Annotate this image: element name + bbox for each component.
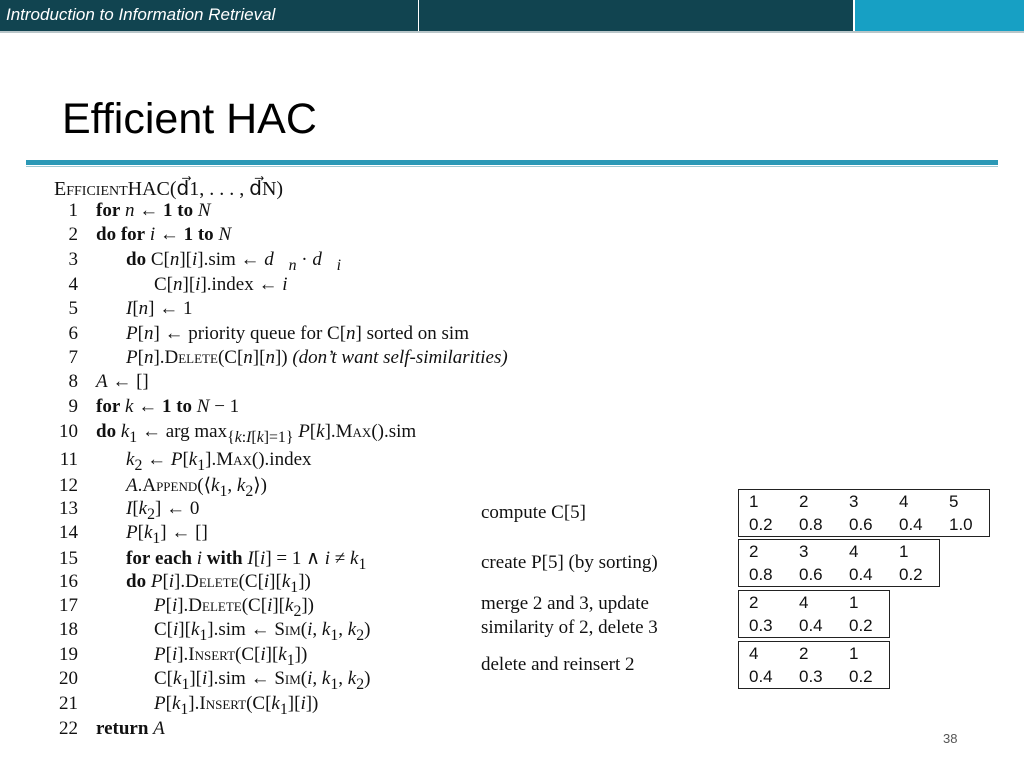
annotation-merge <box>481 592 658 640</box>
algorithm-line <box>54 421 416 445</box>
algorithm-line <box>54 693 318 717</box>
algorithm-line <box>54 619 370 643</box>
table-cell: 0.2 <box>899 565 923 584</box>
table-cell: 3 <box>849 492 859 511</box>
line-code: $P[i].Insert(C[i][k_1])$ <box>154 644 308 669</box>
line-number: 11 <box>59 449 78 470</box>
algorithm-line <box>54 371 149 395</box>
page-number: 38 <box>943 731 958 746</box>
line-number: 16 <box>59 571 78 592</box>
line-code: return A <box>96 718 165 739</box>
line-number: 18 <box>59 619 78 640</box>
table-cell: 0.4 <box>749 667 773 686</box>
table-row <box>739 642 890 666</box>
line-code: do $P[i].Delete(C[i][k_1])$ <box>126 571 311 596</box>
line-code: P[n] ← priority queue for C[n] sorted on sim <box>126 323 469 344</box>
algorithm-name-prefix: Efficient <box>54 178 128 200</box>
algorithm-name-suffix: HAC(d⃗1, . . . , d⃗N) <box>127 178 284 200</box>
header-segment-dark-2 <box>419 0 853 31</box>
line-code: for each i with I[i] = 1 ∧ $i \ne k_1$ <box>126 548 367 573</box>
table-cell: 0.6 <box>799 565 823 584</box>
line-number: 21 <box>59 693 78 714</box>
table-cell: 0.8 <box>799 515 823 534</box>
line-number: 5 <box>68 298 78 319</box>
line-code: for k ← 1 to N − 1 <box>96 396 240 417</box>
annotation-line: create P[5] (by sorting) <box>481 552 658 573</box>
table-row <box>739 540 940 564</box>
table-cell: 4 <box>799 593 809 612</box>
line-code: for n ← 1 to N <box>96 200 211 221</box>
annotation-line: delete and reinsert 2 <box>481 654 635 675</box>
header-bar <box>0 0 1024 33</box>
table-cell: 0.2 <box>849 667 873 686</box>
line-number: 14 <box>59 522 78 543</box>
table-row <box>739 490 990 514</box>
line-number: 12 <box>59 475 78 496</box>
priority-queue-table <box>738 489 990 537</box>
table-row <box>739 665 890 689</box>
table-row <box>739 563 940 587</box>
algorithm-line <box>54 200 211 224</box>
line-code: $k_2$ ← $P[k_1].Max().index$ <box>126 449 312 474</box>
table-cell: 1.0 <box>949 515 973 534</box>
table-cell: 5 <box>949 492 959 511</box>
line-number: 1 <box>68 200 78 221</box>
annotation-line: similarity of 2, delete 3 <box>481 617 658 638</box>
line-number: 6 <box>68 323 78 344</box>
table-row <box>739 591 890 615</box>
line-code: C[n][i].index ← i <box>154 274 288 295</box>
table-cell: 0.4 <box>849 565 873 584</box>
line-code: do $k_1$ ← arg $\max_{\{k:I[k]=1\}} P[k].Max().sim$ <box>96 421 417 446</box>
line-number: 19 <box>59 644 78 665</box>
algorithm-line <box>54 249 341 273</box>
table-cell: 0.3 <box>799 667 823 686</box>
line-code: do for i ← 1 to N <box>96 224 232 245</box>
table-cell: 1 <box>899 542 909 561</box>
title-rule <box>26 160 998 165</box>
line-code: $C[i][k_1].sim$ ← Sim(i, $k_1$, $k_2$) <box>154 619 371 644</box>
table-row <box>739 614 890 638</box>
line-code: $I[k_2]$ ← 0 <box>126 498 200 523</box>
line-number: 2 <box>68 224 78 245</box>
algorithm-line <box>54 449 312 473</box>
table-cell: 1 <box>749 492 759 511</box>
line-number: 10 <box>59 421 78 442</box>
annotation-compute <box>481 502 586 524</box>
line-code: $P[k_1]$ ← [] <box>126 522 208 547</box>
line-code: do C[n][i].sim ← $d⃗_n$ · $d⃗_i$ <box>126 249 342 274</box>
algorithm-line <box>54 498 199 522</box>
line-code: I[n] ← 1 <box>126 298 193 319</box>
algorithm-line <box>54 274 288 298</box>
line-code: $A.Append(⟨k_1$, $k_2⟩$) <box>126 475 267 500</box>
table-cell: 3 <box>799 542 809 561</box>
algorithm-line <box>54 474 267 498</box>
slide-title: Efficient HAC <box>62 95 317 143</box>
course-title: Introduction to Information Retrieval <box>6 5 276 24</box>
algorithm-signature <box>54 176 283 201</box>
table-cell: 0.4 <box>899 515 923 534</box>
algorithm-line <box>54 396 239 420</box>
header-segment-accent <box>855 0 1024 31</box>
table-cell: 4 <box>899 492 909 511</box>
line-code: $P[i].Delete(C[i][k_2])$ <box>154 595 315 620</box>
table-cell: 4 <box>749 644 759 663</box>
line-code: A ← [] <box>96 371 149 392</box>
annotation-create <box>481 552 658 574</box>
annotation-line: merge 2 and 3, update <box>481 593 649 614</box>
line-number: 9 <box>68 396 78 417</box>
algorithm-line <box>54 668 370 692</box>
algorithm-line <box>54 595 314 619</box>
priority-queue-table <box>738 590 890 638</box>
table-cell: 2 <box>799 644 809 663</box>
table-cell: 0.3 <box>749 616 773 635</box>
line-code: P[n].Delete(C[n][n]) (don’t want self-similarities) <box>126 347 508 368</box>
header-underline <box>0 31 1024 33</box>
table-cell: 1 <box>849 644 859 663</box>
algorithm-line <box>54 224 231 248</box>
line-number: 15 <box>59 548 78 569</box>
table-cell: 2 <box>799 492 809 511</box>
table-cell: 0.2 <box>749 515 773 534</box>
algorithm-line <box>54 718 165 742</box>
algorithm-line <box>54 547 366 571</box>
table-cell: 2 <box>749 593 759 612</box>
line-number: 8 <box>68 371 78 392</box>
line-number: 7 <box>68 347 78 368</box>
algorithm-line <box>54 571 311 595</box>
algorithm-line <box>54 323 469 347</box>
line-number: 22 <box>59 718 78 739</box>
algorithm-line <box>54 522 208 546</box>
table-cell: 0.6 <box>849 515 873 534</box>
algorithm-line <box>54 644 307 668</box>
table-cell: 0.8 <box>749 565 773 584</box>
line-number: 17 <box>59 595 78 616</box>
line-number: 20 <box>59 668 78 689</box>
line-number: 3 <box>68 249 78 270</box>
algorithm-line <box>54 347 508 371</box>
line-code: $C[k_1][i].sim$ ← Sim(i, $k_1$, $k_2$) <box>154 668 371 693</box>
annotation-reinsert <box>481 654 635 676</box>
line-code: $P[k_1].Insert(C[k_1][i])$ <box>154 693 319 718</box>
priority-queue-table <box>738 641 890 689</box>
table-cell: 1 <box>849 593 859 612</box>
table-cell: 0.4 <box>799 616 823 635</box>
table-cell: 0.2 <box>849 616 873 635</box>
priority-queue-table <box>738 539 940 587</box>
algorithm-line <box>54 298 192 322</box>
table-cell: 2 <box>749 542 759 561</box>
line-number: 13 <box>59 498 78 519</box>
table-cell: 4 <box>849 542 859 561</box>
table-row <box>739 513 990 537</box>
annotation-line: compute C[5] <box>481 502 587 523</box>
title-rule-thin <box>26 166 998 167</box>
line-number: 4 <box>68 274 78 295</box>
